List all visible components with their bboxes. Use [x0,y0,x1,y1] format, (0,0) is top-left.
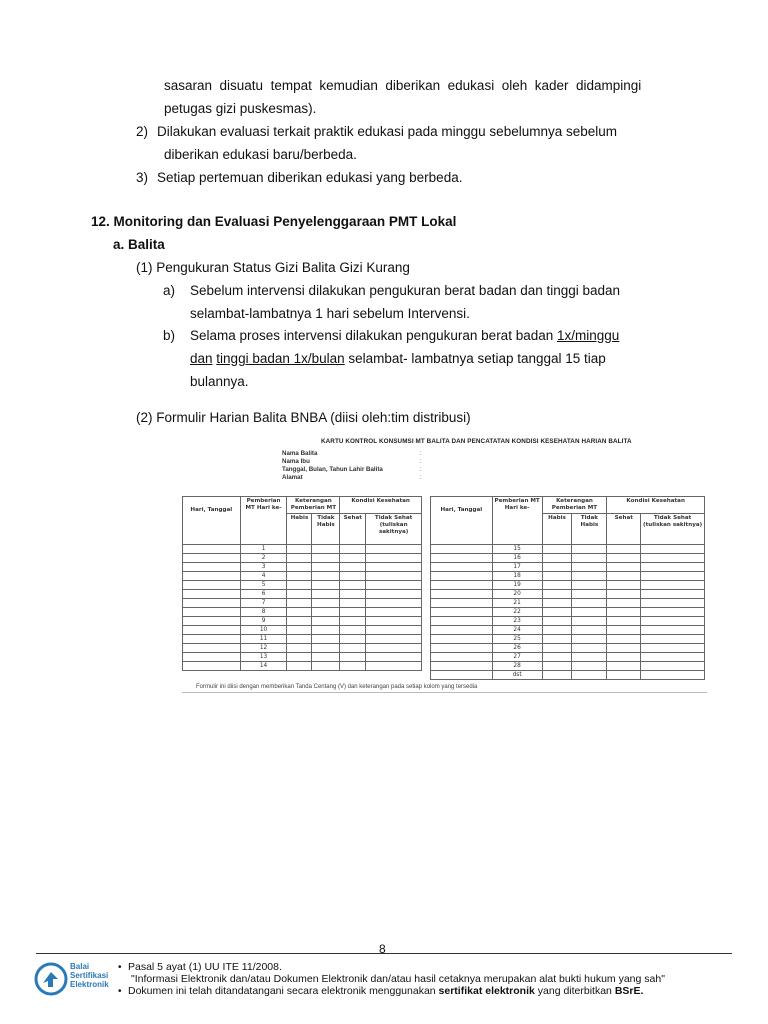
table-row [183,626,422,635]
empty-cell [431,608,493,617]
bsre-logo-icon [34,962,68,996]
day-number: 12 [240,644,287,653]
empty-cell [607,581,641,590]
empty-cell [431,581,493,590]
empty-cell [607,617,641,626]
table-row [183,590,422,599]
day-number: 23 [492,617,542,626]
empty-cell [607,608,641,617]
header-keterangan: Keterangan Pemberian MT [287,497,340,514]
day-number: 5 [240,581,287,590]
empty-cell [572,644,607,653]
empty-cell [340,545,366,554]
day-number: 9 [240,617,287,626]
footer-divider [36,953,732,954]
paragraph-line: Sebelum intervensi dilakukan pengukuran berat badan dan tinggi badan [190,283,621,298]
footer-quote: "Informasi Elektronik dan/atau Dokumen Elektronik dan/atau hasil cetaknya merupakan alat bukti hukum yang sah" [131,973,665,985]
header-habis: Habis [287,514,312,545]
empty-cell [366,662,422,671]
table-row [183,599,422,608]
empty-cell [183,653,241,662]
empty-cell [366,635,422,644]
paragraph-line: Dilakukan evaluasi terkait praktik edukasi pada minggu sebelumnya sebelum [157,124,618,139]
header-kondisi: Kondisi Kesehatan [340,497,422,514]
empty-cell [183,617,241,626]
empty-cell [607,572,641,581]
empty-cell [572,617,607,626]
day-number: 13 [240,653,287,662]
empty-cell [183,608,241,617]
empty-cell [183,590,241,599]
empty-cell [340,554,366,563]
empty-cell [641,545,705,554]
empty-cell [607,626,641,635]
empty-cell [431,671,493,680]
day-number: 21 [492,599,542,608]
footer-signature-note [128,985,643,997]
empty-cell [607,554,641,563]
empty-cell [287,653,312,662]
empty-cell [312,554,340,563]
empty-cell [572,563,607,572]
day-number: 28 [492,662,542,671]
empty-cell [542,626,572,635]
empty-cell [641,662,705,671]
empty-cell [312,599,340,608]
empty-cell [340,653,366,662]
empty-cell [312,581,340,590]
table-row [431,644,705,653]
empty-cell [542,662,572,671]
header-tidak-habis: Tidak Habis [572,514,607,545]
empty-cell [641,644,705,653]
empty-cell [287,581,312,590]
empty-cell [431,653,493,662]
table-row [183,554,422,563]
empty-cell [366,554,422,563]
empty-cell [183,662,241,671]
empty-cell [607,599,641,608]
empty-cell [431,635,493,644]
day-number: 27 [492,653,542,662]
day-number: 17 [492,563,542,572]
empty-cell [641,563,705,572]
empty-cell [340,590,366,599]
section-heading: 12. Monitoring dan Evaluasi Penyelenggaraan PMT Lokal [91,214,457,229]
form-field-label: Nama Ibu [282,458,310,465]
empty-cell [431,554,493,563]
table-row [183,635,422,644]
empty-cell [641,671,705,680]
empty-cell [287,554,312,563]
empty-cell [641,608,705,617]
empty-cell [572,671,607,680]
logo-text-line: Elektronik [70,980,109,989]
day-number: 19 [492,581,542,590]
bullet-icon: • [118,962,122,973]
empty-cell [572,662,607,671]
header-kondisi: Kondisi Kesehatan [607,497,705,514]
header-tidak-sehat: Tidak Sehat (tuliskan sakitnya) [641,514,705,545]
underlined-text: tinggi badan 1x/bulan [216,351,345,366]
table-row [183,545,422,554]
list-number: 3) [136,170,149,185]
bsre-logo [34,962,118,996]
underlined-text: dan [190,351,213,366]
form-divider [182,692,707,693]
empty-cell [183,626,241,635]
empty-cell [607,644,641,653]
empty-cell [542,671,572,680]
form-table-right [430,496,705,680]
empty-cell [287,563,312,572]
form-field-colon: : [420,474,422,481]
empty-cell [542,563,572,572]
empty-cell [542,644,572,653]
text-span: selambat- lambatnya setiap tanggal 15 tiap [344,351,606,366]
empty-cell [572,572,607,581]
underlined-text: 1x/minggu [557,328,620,343]
empty-cell [366,590,422,599]
form-table-left [182,496,422,671]
paragraph-line: petugas gizi puskesmas). [164,101,317,116]
empty-cell [431,662,493,671]
empty-cell [183,563,241,572]
table-row [431,608,705,617]
table-row [431,617,705,626]
empty-cell [542,554,572,563]
bold-text: BSrE. [614,985,644,997]
paragraph-line: sasaran disuatu tempat kemudian diberikan edukasi oleh kader didampingi [164,78,642,93]
empty-cell [431,572,493,581]
table-row [183,653,422,662]
empty-cell [641,626,705,635]
empty-cell [431,617,493,626]
table-row [431,626,705,635]
empty-cell [641,599,705,608]
empty-cell [572,635,607,644]
empty-cell [340,608,366,617]
header-date: Hari, Tanggal [183,497,241,545]
day-number: 11 [240,635,287,644]
bold-text: sertifikat elektronik [438,985,535,997]
empty-cell [183,554,241,563]
empty-cell [572,599,607,608]
empty-cell [607,590,641,599]
table-row [431,635,705,644]
empty-cell [312,572,340,581]
empty-cell [641,572,705,581]
empty-cell [431,590,493,599]
day-number: 2 [240,554,287,563]
header-mt: Pemberian MT Hari ke- [240,497,287,545]
form-note: Formulir ini diisi dengan memberikan Tanda Centang (V) dan keterangan pada setiap kolom yang tersedia [196,684,478,690]
header-sehat: Sehat [340,514,366,545]
empty-cell [641,581,705,590]
footer-law-reference: Pasal 5 ayat (1) UU ITE 11/2008. [128,961,282,973]
empty-cell [641,635,705,644]
empty-cell [312,662,340,671]
form-field-label: Alamat [282,474,303,481]
empty-cell [641,554,705,563]
paragraph-line [190,327,619,345]
empty-cell [312,563,340,572]
empty-cell [312,617,340,626]
day-number: 26 [492,644,542,653]
logo-text-line: Balai [70,962,90,971]
empty-cell [287,662,312,671]
day-number: 16 [492,554,542,563]
form-title: KARTU KONTROL KONSUMSI MT BALITA DAN PENCATATAN KONDISI KESEHATAN HARIAN BALITA [321,438,632,445]
header-tidak-habis: Tidak Habis [312,514,340,545]
empty-cell [431,563,493,572]
empty-cell [542,635,572,644]
empty-cell [607,563,641,572]
empty-cell [287,635,312,644]
empty-cell [572,608,607,617]
list-number: 2) [136,124,149,139]
empty-cell [542,572,572,581]
table-row [431,590,705,599]
day-number: 18 [492,572,542,581]
form-field-colon: : [420,458,422,465]
text-span: Selama proses intervensi dilakukan pengukuran berat badan [190,328,557,343]
empty-cell [366,653,422,662]
empty-cell [607,671,641,680]
paragraph-line: bulannya. [190,374,249,389]
table-row [183,581,422,590]
subsection-heading: a. Balita [113,237,165,252]
empty-cell [366,563,422,572]
day-number: 22 [492,608,542,617]
empty-cell [366,581,422,590]
day-number: 20 [492,590,542,599]
empty-cell [340,626,366,635]
logo-text-line: Sertifikasi [70,971,109,980]
table-row [431,662,705,671]
empty-cell [340,617,366,626]
empty-cell [340,581,366,590]
day-number: 8 [240,608,287,617]
empty-cell [366,608,422,617]
empty-cell [542,581,572,590]
header-date: Hari, Tanggal [431,497,493,545]
empty-cell [607,653,641,662]
table-row [183,662,422,671]
empty-cell [366,644,422,653]
day-number: 6 [240,590,287,599]
empty-cell [366,599,422,608]
table-row [183,617,422,626]
form-image [176,436,711,698]
paragraph-line: diberikan edukasi baru/berbeda. [164,147,357,162]
empty-cell [287,545,312,554]
empty-cell [340,635,366,644]
day-number: 7 [240,599,287,608]
empty-cell [287,626,312,635]
empty-cell [183,545,241,554]
form-field-label: Tanggal, Bulan, Tahun Lahir Balita [282,466,383,473]
table-row [183,644,422,653]
page-number: 8 [379,942,386,956]
empty-cell [542,545,572,554]
list-letter: a) [163,283,176,298]
empty-cell [607,635,641,644]
form-field-label: Nama Balita [282,450,318,457]
header-habis: Habis [542,514,572,545]
day-number: 15 [492,545,542,554]
paragraph-line: selambat-lambatnya 1 hari sebelum Intervensi. [190,306,470,321]
empty-cell [572,581,607,590]
text-span: yang diterbitkan [534,985,615,997]
empty-cell [572,545,607,554]
day-number: 1 [240,545,287,554]
day-number: 25 [492,635,542,644]
header-tidak-sehat: Tidak Sehat (tuliskan sakitnya) [366,514,422,545]
bullet-icon: • [118,986,122,997]
table-row [183,563,422,572]
day-number: 24 [492,626,542,635]
empty-cell [340,599,366,608]
empty-cell [572,554,607,563]
empty-cell [183,572,241,581]
empty-cell [542,653,572,662]
paragraph-line [190,350,606,368]
empty-cell [287,608,312,617]
text-span: Dokumen ini telah ditandatangani secara elektronik menggunakan [128,985,439,997]
empty-cell [312,653,340,662]
empty-cell [312,644,340,653]
form-field-colon: : [420,466,422,473]
table-row [431,572,705,581]
empty-cell [312,635,340,644]
table-row [431,671,705,680]
empty-cell [542,617,572,626]
table-row [431,545,705,554]
day-number: 4 [240,572,287,581]
empty-cell [340,572,366,581]
empty-cell [431,644,493,653]
table-row [183,572,422,581]
table-row [431,653,705,662]
empty-cell [287,572,312,581]
table-row [431,599,705,608]
empty-cell [431,545,493,554]
paragraph-line: Setiap pertemuan diberikan edukasi yang berbeda. [157,170,463,185]
empty-cell [542,590,572,599]
empty-cell [287,590,312,599]
empty-cell [312,590,340,599]
point-heading: (1) Pengukuran Status Gizi Balita Gizi Kurang [136,260,410,275]
empty-cell [572,653,607,662]
day-number: 3 [240,563,287,572]
empty-cell [287,644,312,653]
day-number: 10 [240,626,287,635]
empty-cell [366,572,422,581]
empty-cell [183,644,241,653]
empty-cell [312,608,340,617]
table-row [431,581,705,590]
empty-cell [340,662,366,671]
empty-cell [607,662,641,671]
list-letter: b) [163,328,176,343]
empty-cell [542,599,572,608]
empty-cell [572,626,607,635]
form-field-colon: : [420,450,422,457]
empty-cell [431,599,493,608]
header-keterangan: Keterangan Pemberian MT [542,497,607,514]
empty-cell [366,545,422,554]
table-row [183,608,422,617]
empty-cell [183,635,241,644]
empty-cell [312,545,340,554]
empty-cell [572,590,607,599]
empty-cell [340,644,366,653]
empty-cell [431,626,493,635]
empty-cell [641,653,705,662]
empty-cell [366,617,422,626]
logo-text [70,962,109,989]
empty-cell [542,608,572,617]
empty-cell [366,626,422,635]
header-sehat: Sehat [607,514,641,545]
table-row [431,563,705,572]
point-heading: (2) Formulir Harian Balita BNBA (diisi oleh:tim distribusi) [136,410,471,425]
empty-cell [641,617,705,626]
empty-cell [607,545,641,554]
empty-cell [312,626,340,635]
header-mt: Pemberian MT Hari ke- [492,497,542,545]
empty-cell [287,599,312,608]
empty-cell [340,563,366,572]
day-number: 14 [240,662,287,671]
table-row [431,554,705,563]
day-number: dst [492,671,542,680]
empty-cell [641,590,705,599]
empty-cell [183,581,241,590]
empty-cell [287,617,312,626]
empty-cell [183,599,241,608]
